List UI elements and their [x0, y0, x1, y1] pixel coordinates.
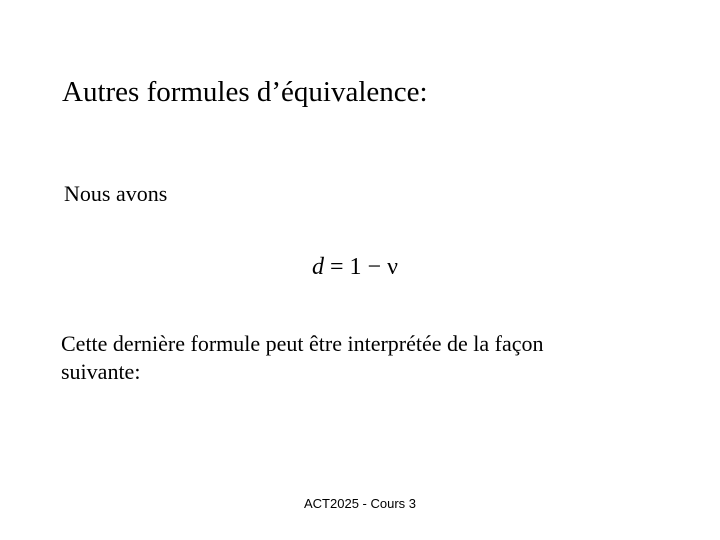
slide-footer	[0, 495, 720, 513]
intro-text: Nous avons	[64, 181, 168, 206]
formula-variable-d: d	[312, 254, 324, 280]
formula-one: 1	[349, 254, 362, 280]
formula-minus: −	[367, 254, 382, 280]
body-text: Cette dernière formule peut être interprétée de la façon suivante:	[61, 331, 544, 384]
slide-title: Autres formules d’équivalence:	[62, 76, 428, 108]
footer-label: ACT2025 - Cours 3	[304, 496, 416, 511]
formula-nu: ν	[387, 254, 398, 280]
formula-equals: =	[330, 254, 344, 280]
formula	[312, 251, 398, 283]
